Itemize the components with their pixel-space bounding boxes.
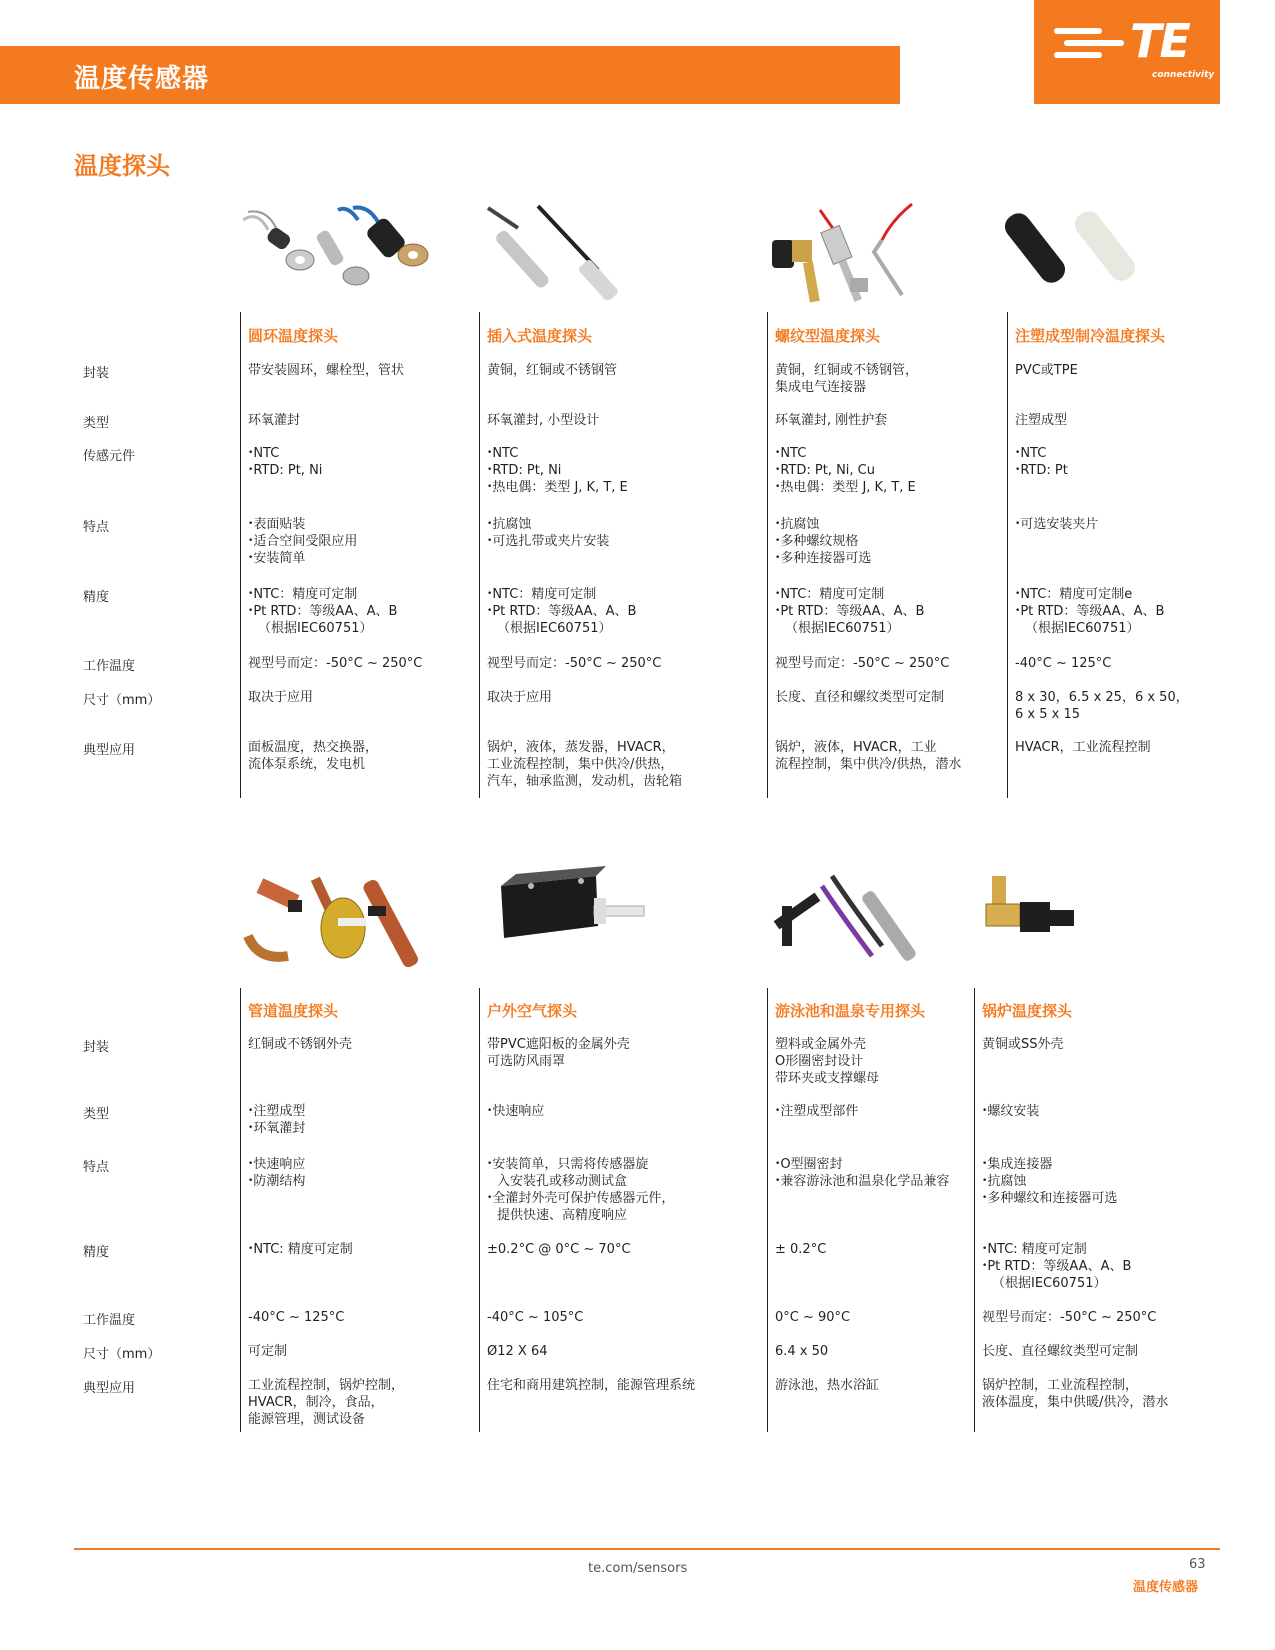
- cell-line: 带安装圆环，螺栓型，管状: [248, 363, 405, 378]
- cell-line: 可选防风雨罩: [487, 1054, 566, 1069]
- cell-accuracy: [487, 1241, 631, 1258]
- cell-line: • 全灌封外壳可保护传感器元件，: [487, 1190, 674, 1207]
- cell-line: • 多种螺纹和连接器可选: [982, 1190, 1117, 1207]
- cell-features: [487, 1156, 674, 1224]
- cell-line: • 抗腐蚀: [487, 516, 609, 533]
- product-title: 户外空气探头: [487, 1002, 578, 1020]
- product-title: 螺纹型温度探头: [775, 327, 881, 345]
- cell-line: • 抗腐蚀: [775, 516, 871, 533]
- cell-apps: [248, 1377, 404, 1428]
- cell-features: [248, 1156, 305, 1190]
- cell-line: HVACR，工业流程控制: [1015, 740, 1151, 755]
- row-label: 类型: [83, 416, 110, 431]
- column-divider: [240, 988, 241, 1432]
- column-divider: [479, 988, 480, 1432]
- cell-line: • Pt RTD：等级AA、A、B: [775, 603, 924, 620]
- cell-line: ±0.2°C @ 0°C ~ 70°C: [487, 1242, 631, 1257]
- row-label: 封装: [83, 366, 110, 381]
- cell-line: 环氧灌封, 刚性护套: [775, 413, 888, 428]
- cell-line: • NTC: [248, 445, 322, 462]
- cell-line: -40°C ~ 125°C: [248, 1310, 345, 1325]
- row-label: 特点: [83, 1160, 110, 1175]
- cell-line: ± 0.2°C: [775, 1242, 827, 1257]
- cell-line: • 螺纹安装: [982, 1103, 1039, 1120]
- column-divider: [767, 988, 768, 1432]
- cell-size: [248, 1343, 287, 1360]
- cell-line: • Pt RTD：等级AA、A、B: [248, 603, 397, 620]
- cell-line: • 注塑成型部件: [775, 1103, 858, 1120]
- cell-line: • 抗腐蚀: [982, 1173, 1117, 1190]
- cell-line: • 集成连接器: [982, 1156, 1117, 1173]
- product-title: 圆环温度探头: [248, 327, 339, 345]
- cell-line: • NTC: 精度可定制: [248, 1241, 353, 1258]
- pool-spa-probe-icon: [762, 866, 962, 970]
- cell-line: 黄铜，红铜或不锈钢管: [487, 363, 618, 378]
- cell-line: 锅炉，液体，HVACR，工业: [775, 740, 937, 755]
- product-title: 游泳池和温泉专用探头: [775, 1002, 926, 1020]
- cell-line: • 热电偶：类型 J, K, T, E: [775, 479, 916, 496]
- cell-line: 6 x 5 x 15: [1015, 707, 1080, 722]
- cell-package: [487, 1036, 630, 1070]
- cell-line: 住宅和商用建筑控制，能源管理系统: [487, 1378, 696, 1393]
- cell-line: • 环氧灌封: [248, 1120, 305, 1137]
- cell-type: [775, 1103, 858, 1120]
- cell-package: [775, 1036, 879, 1087]
- cell-line: • 注塑成型: [248, 1103, 305, 1120]
- cell-temp: [775, 1309, 850, 1326]
- cell-package: [982, 1036, 1064, 1053]
- cell-line: 游泳池，热水浴缸: [775, 1378, 880, 1393]
- cell-line: 汽车，轴承监测，发动机，齿轮箱: [487, 774, 683, 789]
- cell-line: Ø12 X 64: [487, 1344, 548, 1359]
- product-title: 管道温度探头: [248, 1002, 339, 1020]
- cell-line: HVACR，制冷，食品，: [248, 1395, 384, 1410]
- cell-line: • 表面贴装: [248, 516, 357, 533]
- cell-line: PVC或TPE: [1015, 363, 1078, 378]
- row-label: 传感元件: [83, 449, 136, 464]
- cell-line: 带PVC遮阳板的金属外壳: [487, 1037, 630, 1052]
- cell-line: 工业流程控制，锅炉控制，: [248, 1378, 405, 1393]
- row-label: 尺寸（mm）: [83, 1347, 161, 1362]
- cell-line: 入安装孔或移动测试盒: [497, 1174, 628, 1189]
- cell-line: • 安装简单: [248, 550, 357, 567]
- cell-line: 黄铜，红铜或不锈钢管，: [775, 363, 919, 378]
- section-title: 温度探头: [74, 152, 170, 180]
- cell-apps: [982, 1377, 1168, 1411]
- cell-line: 视型号而定：-50°C ~ 250°C: [487, 656, 662, 671]
- cell-line: 取决于应用: [487, 690, 553, 705]
- cell-accuracy: [982, 1241, 1131, 1292]
- cell-line: 塑料或金属外壳: [775, 1037, 867, 1052]
- cell-line: 取决于应用: [248, 690, 314, 705]
- cell-line: 可定制: [248, 1344, 288, 1359]
- cell-line: • RTD: Pt, Ni: [487, 462, 628, 479]
- cell-line: 环氧灌封, 小型设计: [487, 413, 600, 428]
- logo-text: TE: [1130, 14, 1189, 68]
- cell-accuracy: [775, 1241, 826, 1258]
- row-label: 尺寸（mm）: [83, 693, 161, 708]
- cell-line: • NTC：精度可定制: [248, 586, 397, 603]
- cell-line: 视型号而定：-50°C ~ 250°C: [775, 656, 950, 671]
- cell-line: 8 x 30，6.5 x 25，6 x 50，: [1015, 690, 1189, 705]
- product-title: 插入式温度探头: [487, 327, 593, 345]
- cell-line: 流程控制，集中供冷/供热，潜水: [775, 757, 962, 772]
- cell-line: 长度、直径和螺纹类型可定制: [775, 690, 945, 705]
- row-label: 精度: [83, 590, 110, 605]
- cell-line: （根据IEC60751）: [258, 621, 373, 636]
- row-label: 工作温度: [83, 659, 136, 674]
- row-label: 精度: [83, 1245, 110, 1260]
- page-number: 63: [1189, 1557, 1206, 1572]
- cell-apps: [487, 1377, 695, 1394]
- cell-features: [775, 1156, 949, 1190]
- cell-line: 长度、直径螺纹类型可定制: [982, 1344, 1139, 1359]
- cell-line: 带环夹或支撑螺母: [775, 1071, 880, 1086]
- cell-type: [487, 1103, 544, 1120]
- row-label: 工作温度: [83, 1313, 136, 1328]
- cell-temp: [982, 1309, 1156, 1326]
- cell-features: [982, 1156, 1117, 1207]
- footer-link[interactable]: te.com/sensors: [588, 1561, 688, 1576]
- cell-line: • NTC：精度可定制: [487, 586, 636, 603]
- cell-line: • NTC：精度可定制: [775, 586, 924, 603]
- cell-line: 视型号而定：-50°C ~ 250°C: [982, 1310, 1157, 1325]
- cell-temp: [248, 1309, 344, 1326]
- row-label: 典型应用: [83, 1381, 136, 1396]
- product-title: 注塑成型制冷温度探头: [1015, 327, 1166, 345]
- cell-line: 提供快速、高精度响应: [497, 1208, 628, 1223]
- cell-line: -40°C ~ 125°C: [1015, 656, 1112, 671]
- cell-line: • NTC：精度可定制e: [1015, 586, 1164, 603]
- cell-line: • RTD: Pt, Ni, Cu: [775, 462, 916, 479]
- cell-line: • 快速响应: [487, 1103, 544, 1120]
- cell-size: [982, 1343, 1138, 1360]
- cell-line: • Pt RTD：等级AA、A、B: [982, 1258, 1131, 1275]
- cell-type: [982, 1103, 1039, 1120]
- cell-line: 锅炉，液体，蒸发器，HVACR，: [487, 740, 675, 755]
- cell-line: • 快速响应: [248, 1156, 305, 1173]
- cell-line: • 可选扎带或夹片安装: [487, 533, 609, 550]
- cell-line: • NTC: [1015, 445, 1068, 462]
- cell-line: 面板温度，热交换器，: [248, 740, 379, 755]
- cell-line: 0°C ~ 90°C: [775, 1310, 851, 1325]
- product-title: 锅炉温度探头: [982, 1002, 1073, 1020]
- cell-line: • 多种连接器可选: [775, 550, 871, 567]
- cell-line: • 可选安装夹片: [1015, 516, 1098, 533]
- cell-line: 集成电气连接器: [775, 380, 867, 395]
- pipe-probe-icon: [238, 866, 438, 980]
- cell-line: • 兼容游泳池和温泉化学品兼容: [775, 1173, 949, 1190]
- cell-line: 环氧灌封: [248, 413, 301, 428]
- cell-line: -40°C ~ 105°C: [487, 1310, 584, 1325]
- cell-line: • NTC: 精度可定制: [982, 1241, 1131, 1258]
- cell-line: • 防潮结构: [248, 1173, 305, 1190]
- cell-line: 流体泵系统，发电机: [248, 757, 366, 772]
- cell-line: • NTC: [775, 445, 916, 462]
- cell-type: [248, 1103, 305, 1137]
- cell-line: • 安装简单，只需将传感器旋: [487, 1156, 674, 1173]
- cell-temp: [487, 1309, 583, 1326]
- cell-line: （根据IEC60751）: [1025, 621, 1140, 636]
- cell-line: • Pt RTD：等级AA、A、B: [487, 603, 636, 620]
- cell-line: 6.4 x 50: [775, 1344, 829, 1359]
- cell-line: 锅炉控制，工业流程控制，: [982, 1378, 1139, 1393]
- column-divider: [974, 988, 975, 1432]
- cell-line: • NTC: [487, 445, 628, 462]
- cell-accuracy: [248, 1241, 353, 1258]
- cell-line: • RTD: Pt: [1015, 462, 1068, 479]
- cell-line: 工业流程控制，集中供冷/供热，: [487, 757, 674, 772]
- logo-subtext: connectivity: [1152, 70, 1215, 80]
- cell-line: （根据IEC60751）: [497, 621, 612, 636]
- cell-line: O形圈密封设计: [775, 1054, 864, 1069]
- boiler-probe-icon: [982, 866, 1102, 970]
- cell-line: • 多种螺纹规格: [775, 533, 871, 550]
- row-label: 封装: [83, 1040, 110, 1055]
- cell-line: • RTD: Pt, Ni: [248, 462, 322, 479]
- cell-line: • 适合空间受限应用: [248, 533, 357, 550]
- page-title: 温度传感器: [74, 64, 210, 94]
- cell-line: 能源管理，测试设备: [248, 1412, 366, 1427]
- cell-size: [775, 1343, 828, 1360]
- cell-package: [248, 1036, 352, 1053]
- cell-line: 黄铜或SS外壳: [982, 1037, 1064, 1052]
- cell-line: （根据IEC60751）: [785, 621, 900, 636]
- cell-line: 注塑成型: [1015, 413, 1068, 428]
- cell-line: • Pt RTD：等级AA、A、B: [1015, 603, 1164, 620]
- row-label: 类型: [83, 1107, 110, 1122]
- cell-size: [487, 1343, 548, 1360]
- footer-divider: [74, 1548, 1220, 1550]
- cell-line: （根据IEC60751）: [992, 1276, 1107, 1291]
- row-label: 特点: [83, 520, 110, 535]
- cell-line: • 热电偶：类型 J, K, T, E: [487, 479, 628, 496]
- cell-line: 红铜或不锈钢外壳: [248, 1037, 353, 1052]
- cell-line: 液体温度，集中供暖/供冷，潜水: [982, 1395, 1169, 1410]
- row-label: 典型应用: [83, 743, 136, 758]
- cell-line: • O型圈密封: [775, 1156, 949, 1173]
- cell-line: 视型号而定：-50°C ~ 250°C: [248, 656, 423, 671]
- cell-apps: [775, 1377, 879, 1394]
- footer-section-name: 温度传感器: [1133, 1580, 1199, 1595]
- outdoor-air-probe-icon: [486, 866, 686, 970]
